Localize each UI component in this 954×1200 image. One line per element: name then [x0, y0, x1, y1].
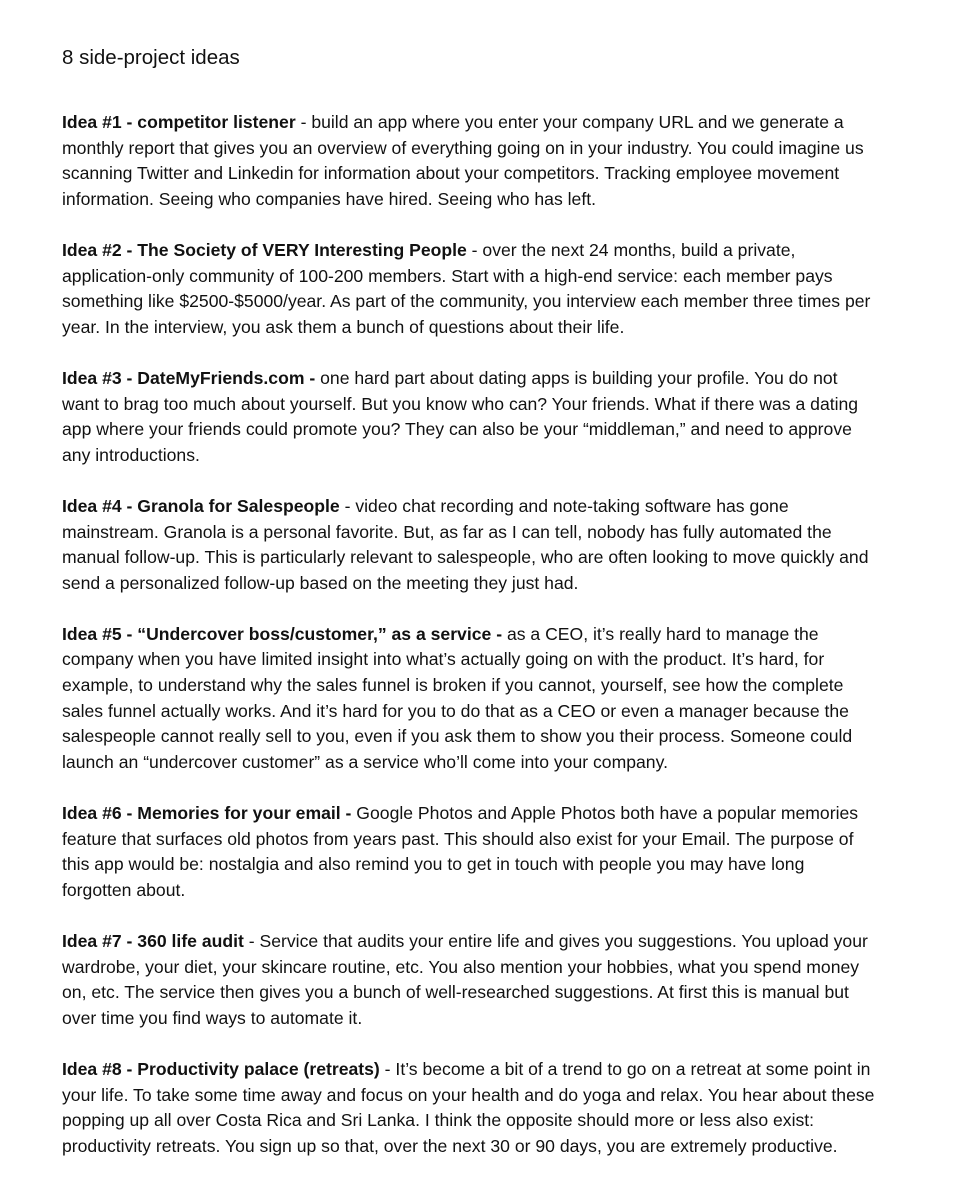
idea-body: one hard part about dating apps is building your profile. You do not want to brag too much about yourself. But you know who can? Your friends. What if there was a dating app where your friends could promote you? They can also be your “middleman,” and need to approve any introductions.: [62, 367, 859, 465]
idea-paragraph-5: [62, 622, 876, 776]
idea-body: - video chat recording and note-taking software has gone mainstream. Granola is a personal favorite. But, as far as I can tell, nobody has fully automated the manual follow-up. This is particularly relevant to salespeople, who are often looking to move quickly and send a personalized follow-up based on the meeting they just had.: [62, 495, 869, 593]
idea-heading: Idea #4 - Granola for Salespeople: [62, 495, 340, 516]
idea-body: as a CEO, it’s really hard to manage the company when you have limited insight into what’s actually going on with the product. It’s hard, for example, to understand why the sales funnel is broken if you cannot, yourself, see how the complete sales funnel actually works. And it’s hard for you to do that as a CEO or even a manager because the salespeople cannot really sell to you, even if you ask them to show you their process. Someone could launch an “undercover customer” as a service who’ll come into your company.: [62, 623, 853, 772]
idea-heading: Idea #6 - Memories for your email -: [62, 803, 352, 824]
idea-paragraph-8: [62, 1057, 876, 1159]
idea-paragraph-3: [62, 366, 876, 468]
idea-heading: Idea #2 - The Society of VERY Interesting People: [62, 239, 467, 260]
idea-body: - Service that audits your entire life and gives you suggestions. You upload your wardrobe, your diet, your skincare routine, etc. You also mention your hobbies, what you spend money on, etc. The service then gives you a bunch of well-researched suggestions. At first this is manual but over time you find ways to automate it.: [62, 931, 868, 1028]
idea-heading: Idea #7 - 360 life audit: [62, 931, 244, 951]
idea-paragraph-2: [62, 238, 876, 340]
idea-heading: Idea #8 - Productivity palace (retreats): [62, 1058, 380, 1079]
idea-heading: Idea #5 - “Undercover boss/customer,” as a service -: [62, 623, 503, 644]
idea-heading: Idea #3 - DateMyFriends.com -: [62, 367, 316, 388]
idea-paragraph-1: [62, 110, 876, 212]
idea-body: Google Photos and Apple Photos both have a popular memories feature that surfaces old photos from years past. This should also exist for your Email. The purpose of this app would be: nostalgia and also remind you to get in touch with people you may have long forgotten about.: [62, 803, 859, 900]
idea-paragraph-7: [62, 929, 876, 1031]
document-title: 8 side-project ideas: [62, 46, 240, 69]
idea-body: - It’s become a bit of a trend to go on a retreat at some point in your life. To take some time away and focus on your health and do yoga and relax. You hear about these popping up all over Costa Rica and Sri Lanka. I think the opposite should more or less also exist: productivity retreats. You sign up so that, over the next 30 or 90 days, you are extremely productive.: [62, 1058, 875, 1156]
idea-paragraph-4: [62, 494, 876, 596]
idea-body: - over the next 24 months, build a private, application-only community of 100-200 members. Start with a high-end service: each member pays something like $2500-$5000/year. As part of the community, you interview each member three times per year. In the interview, you ask them a bunch of questions about their life.: [62, 239, 871, 337]
idea-heading: Idea #1 - competitor listener: [62, 112, 296, 132]
idea-paragraph-6: [62, 801, 876, 903]
idea-body: - build an app where you enter your company URL and we generate a monthly report that gives you an overview of everything going on in your industry. You could imagine us scanning Twitter and Linkedin for information about your competitors. Tracking employee movement information. Seeing who companies have hired. Seeing who has left.: [62, 112, 864, 209]
